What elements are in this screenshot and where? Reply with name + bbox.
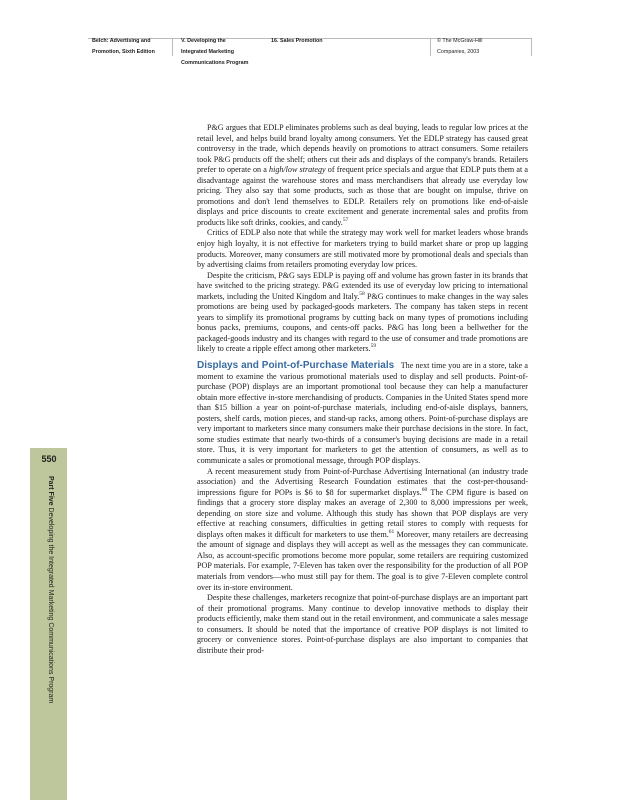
footnote-ref: 61	[388, 528, 395, 535]
paragraph: Despite these challenges, marketers recognize that point-of-purchase displays are an important part of their promotional programs. Many continue to develop innovative methods to display their products efficiently, make them stand out in the retail environment, and communicate a sales message to consumers. It should be noted that the importance of creative POP displays is not limited to grocery or convenience stores. Point-of-purchase displays are also important to companies that distribute their prod-	[197, 593, 528, 655]
header-line: Promotion, Sixth Edition	[92, 49, 155, 55]
text-run: Despite the criticism, P&G says EDLP is paying off and volume has grown faster in its brands that have switched to the pricing strategy. P&G extended its use of everyday low pricing to international markets, including the United Kingdom and Italy.	[197, 270, 528, 301]
part-label: Part Five	[47, 476, 54, 506]
header-divider	[430, 38, 431, 56]
text-run: The next time you are in a store, take a moment to examine the various promotional materials used to display and sell products. Point-of-purchase (POP) displays are an important promotional tool because they can help a manufacturer obtain more effective in-store merchandising of products. Companies in the United States spend more than $15 billion a year on point-of-purchase materials, including end-of-aisle displays, banners, posters, shelf cards, motion pieces, and stand-up racks, among others. Point-of-purchase displays are very important to marketers since many consumers make their purchase decisions in the store. In fact, some studies estimate that nearly two-thirds of a consumer's buying decisions are made in a retail store. Thus, it is very important for marketers to get the attention of consumers, as well as to communicate a sales or promotional message, through POP displays.	[197, 361, 528, 465]
header-line: Companies, 2003	[437, 49, 480, 55]
text-run: P&G argues that EDLP eliminates problems such as deal buying, leads to regular low prices at the retail level, and helps build brand loyalty among consumers. Yet the EDLP strategy has caused great controversy in the trade, which depends heavily on promotions to attract consumers. Some retailers took P&G products off the shelf; others cut their ads and displays of the company's brands. Retailers prefer to operate on a	[197, 123, 528, 175]
header-line: Integrated Marketing	[181, 49, 235, 55]
footnote-ref: 58	[359, 290, 365, 297]
paragraph	[197, 271, 528, 355]
header-book-title	[92, 36, 172, 90]
footnote-ref: 57	[342, 216, 349, 223]
text-run: of frequent price specials and argue that EDLP puts them at a disadvantage against the warehouse stores and mass merchandisers that already use everyday low pricing. They also say that some products, such as those that are bought on impulse, thrive on promotions and don't lend themselves to EDLP. Retailers rely on promotions like end-of-aisle displays and price discounts to create excitement and generate incremental sales and profits from products like soft drinks, cookies, and candy.	[197, 165, 528, 227]
part-title: Developing the Integrated Marketing Communications Program	[47, 507, 54, 704]
body-text	[197, 123, 528, 656]
running-title	[44, 476, 54, 796]
paragraph	[197, 361, 528, 466]
text-run: P&G continues to make changes in the way sales promotions are being used by packaged-goods marketers. The company has taken steps in recent years to simplify its promotional programs by cutting back on many types of promotions including bonus packs, premiums, coupons, and cents-off packs. P&G has long been a bellwether for the packaged-goods industry and its changes with regard to the use of consumer and trade promotions are likely to create a ripple effect among other marketers.	[197, 291, 528, 354]
header-line: 16. Sales Promotion	[271, 38, 323, 44]
header-part	[181, 36, 273, 90]
section-heading: Displays and Point-of-Purchase Materials	[197, 360, 395, 372]
text-run: Moreover, many retailers are decreasing the amount of signage and displays they will accept as well as the messages they can communicate. Also, as account-specific promotions become more popular, some retailers are requiring customized POP materials. For example, 7-Eleven has taken over the responsibility for the production of all POP materials from vendors—who must still pay for them. The goal is to give 7-Eleven complete control over its in-store environment.	[197, 529, 528, 592]
text-run: The CPM figure is based on findings that a grocery store display makes an average of 2,300 to 8,000 impressions per week, depending on store size and volume. Although this study has shown that POP displays are very effective at reaching consumers, difficulties in getting retail stores to comply with requests for displays often makes it difficult for marketers to use them.	[197, 487, 528, 539]
header-chapter	[271, 36, 371, 90]
header-line: © The McGraw-Hill	[437, 38, 483, 44]
header-copyright	[437, 36, 532, 90]
paragraph: Critics of EDLP also note that while the strategy may work well for market leaders whose brands enjoy high loyalty, it is not effective for marketers trying to build market share or prop up lagging products. Moreover, many consumers are still motivated more by promotional deals and specials than by advertising claims from retailers promoting everyday low prices.	[197, 228, 528, 270]
text-run: A recent measurement study from Point-of-Purchase Advertising International (an industry trade association) and the Advertising Research Foundation estimates that the cost-per-thousand-impressions figure for POPs is $6 to $8 for supermarket displays.	[197, 466, 528, 497]
header-divider	[172, 38, 173, 56]
header-line: Communications Program	[181, 60, 249, 66]
footnote-ref: 60	[421, 486, 428, 493]
header-line: V. Developing the	[181, 38, 226, 44]
paragraph	[197, 123, 528, 228]
header-line: Belch: Advertising and	[92, 38, 151, 44]
paragraph	[197, 467, 528, 594]
page-number: 550	[41, 454, 57, 464]
running-title-text	[47, 476, 54, 703]
sidebar-tab	[30, 448, 67, 800]
italic-term: high/low strategy	[269, 165, 326, 175]
footnote-ref: 59	[370, 343, 377, 350]
